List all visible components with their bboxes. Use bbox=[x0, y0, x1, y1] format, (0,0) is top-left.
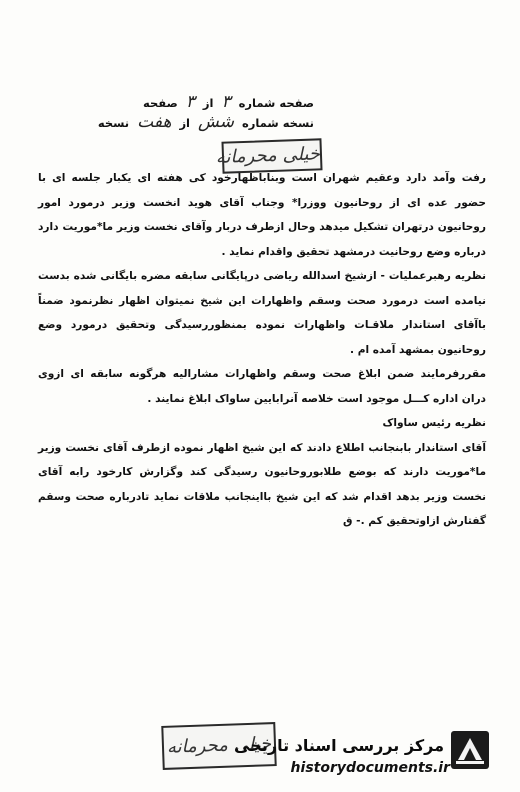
page-of: از bbox=[202, 96, 214, 110]
copy-number-handwritten: شش bbox=[198, 112, 234, 132]
classification-stamp-top: خیلی محرمانه bbox=[221, 138, 322, 173]
archive-center-name: مرکز بررسی اسناد تاریخی bbox=[234, 736, 444, 755]
copy-suffix: نسخه bbox=[97, 116, 130, 130]
paragraph-4: آقای استاندار بابنجانب اطلاع دادند که این شیخ اظهار نموده ازطرف آقای نخست وزیر ما*موریت دارند که بوضع طلابوروحانیون رسیدگی کند وگزارش کارخود رابه آقای نخست وزیر بدهد اقدام شد که این شیخ بااینجانب ملاقات نماید تادرباره صحت وسقم گفتارش ازاوتحقیق کم .- ق bbox=[38, 441, 486, 527]
page-number-handwritten: ۳ bbox=[221, 92, 231, 112]
document-body bbox=[38, 166, 486, 534]
archive-logo-icon bbox=[450, 730, 490, 770]
paragraph-2: نظریه رهبرعملیات - ازشیخ اسدالله ریاضی درپایگانی سابقه مضره بایگانی شده بدست نیامده است درمورد صحت وسقم واظهارات این شیخ نمیتوان اظهار نظرنمود ضمناً باآقای استاندار ملاقـات واظهارات نموده بمنظوررسیدگی وتحقیق درمورد وضع روحانیون بمشهد آمده ام . bbox=[38, 270, 486, 356]
archive-watermark bbox=[234, 728, 514, 784]
heading-savak-chief-opinion: نظریه رئیس ساواک bbox=[382, 417, 486, 429]
page-suffix: صفحه bbox=[143, 96, 178, 110]
copy-of: از bbox=[179, 116, 190, 130]
classification-stamp-bottom: خیلی محرمانه bbox=[161, 722, 276, 770]
copy-label: نسخه شماره bbox=[241, 116, 314, 130]
copy-total-handwritten: هفت bbox=[137, 112, 172, 132]
page-number-line bbox=[143, 92, 314, 112]
archive-url: historydocuments.ir bbox=[290, 760, 450, 776]
page-total-handwritten: ۳ bbox=[185, 92, 195, 112]
paragraph-1: رفت وآمد دارد وعقیم شهران است وبناباظهارخود کی هفته ای یکبار جلسه ای با حضور عده ای از روحانیون ووزرا* وجناب آقای هوید انخست وزیر درمورد امور روحانیون درتهران تشکیل میدهد وحال ازطرف دربار وآقای نخست وزیر ما*موریت دارد درباره وضع روحانیت درمشهد تحقیق واقدام نماید . bbox=[38, 172, 486, 258]
copy-number-line bbox=[98, 112, 314, 132]
paragraph-3: مقررفرمایند ضمن ابلاغ صحت وسقم واظهارات مشارالیه هرگونه سابقه ای ازوی دران اداره کـــل موجود است خلاصه آنرابایین ساواک ابلاغ نمایند . bbox=[38, 368, 486, 405]
page-label: صفحه شماره bbox=[238, 96, 314, 110]
